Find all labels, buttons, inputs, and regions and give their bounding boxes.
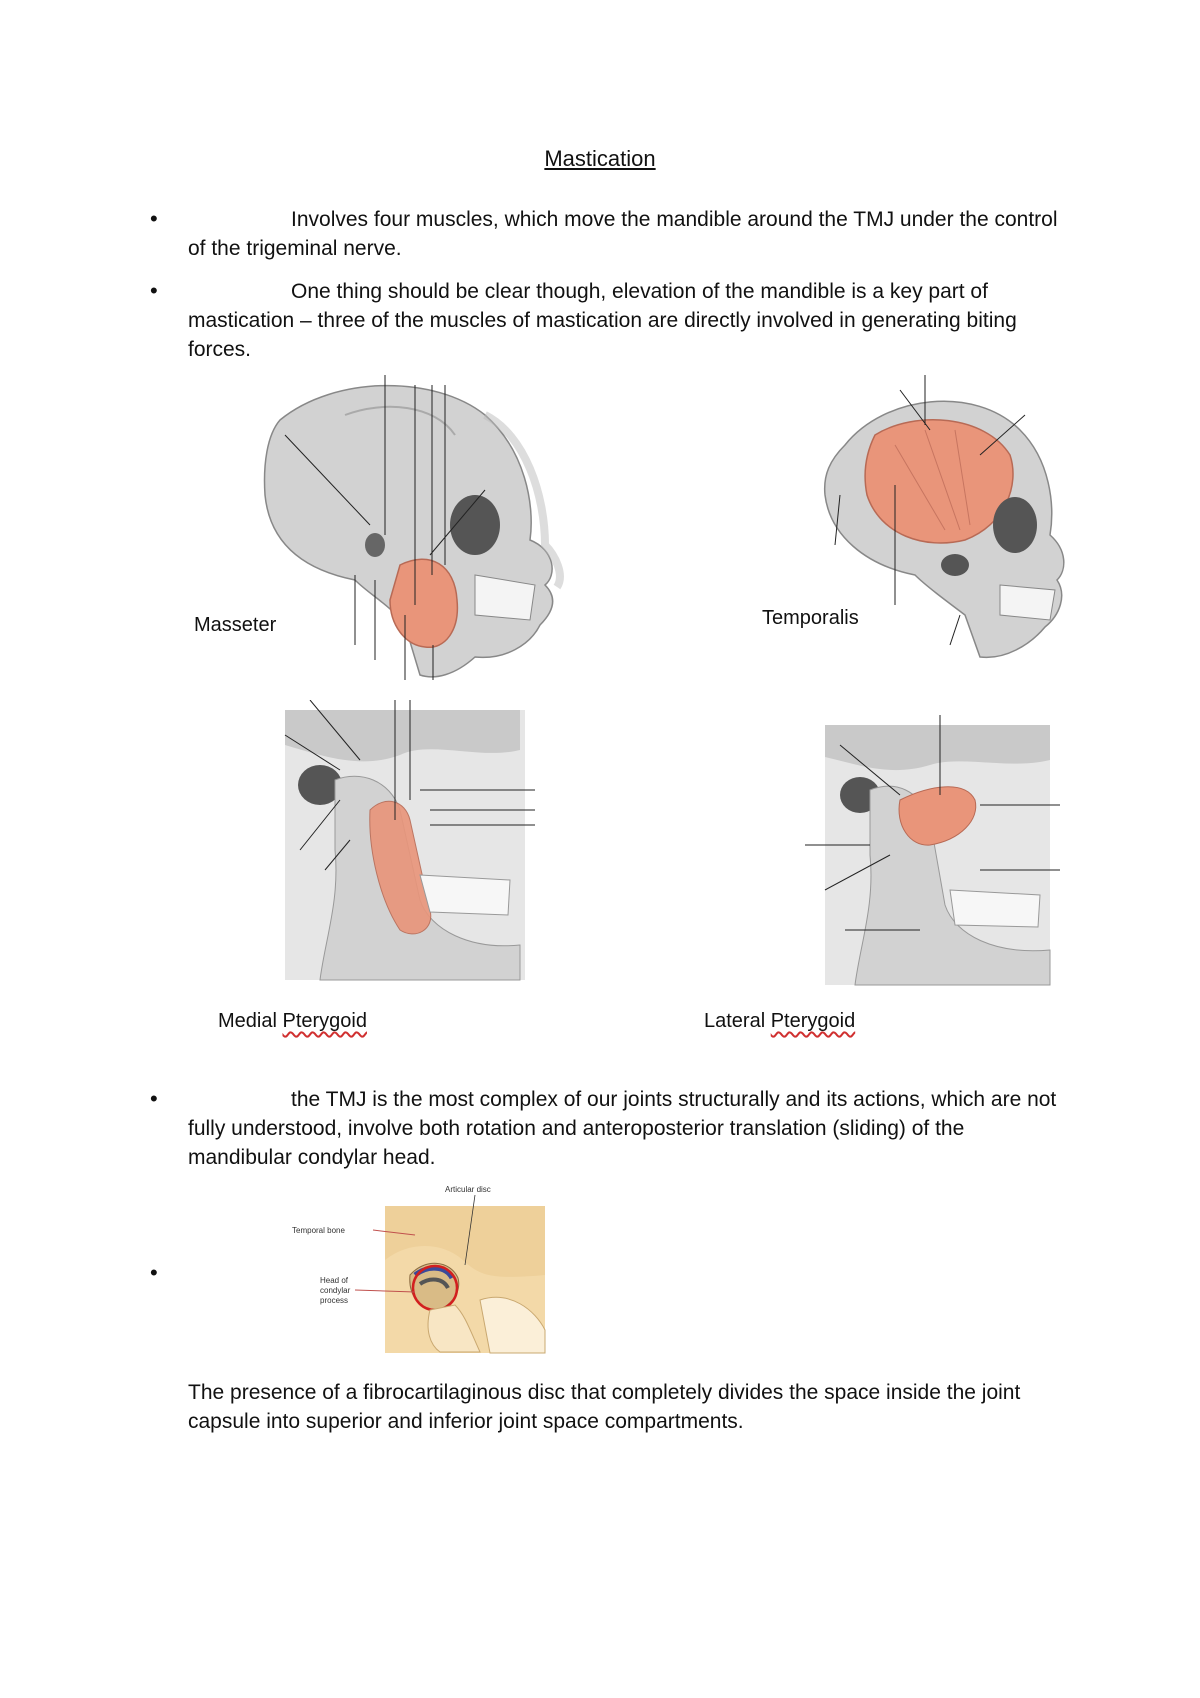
tmj-diagram (280, 1180, 550, 1355)
lateral-caption-word1: Lateral (704, 1010, 771, 1032)
paragraph-3-text: the TMJ is the most complex of our joints structurally and its actions, which are not fully understood, involve both rotation and anteroposterior translation (sliding) of the mandibular condylar head. (188, 1088, 1057, 1169)
paragraph-2 (188, 277, 1068, 364)
paragraph-1 (188, 205, 1068, 263)
lateral-pterygoid-illustration (800, 715, 1070, 990)
medial-pterygoid-caption (218, 1010, 367, 1033)
temporalis-illustration (805, 375, 1070, 675)
tmj-label-head-1: Head of (320, 1276, 349, 1285)
bullet-marker: • (150, 206, 158, 231)
masseter-illustration (185, 375, 565, 685)
paragraph-final: The presence of a fibrocartilaginous disc that completely divides the space inside the joint capsule into superior and inferior joint space compartments. (188, 1381, 1021, 1433)
paragraph-3 (188, 1085, 1068, 1172)
paragraph-1-text: Involves four muscles, which move the mandible around the TMJ under the control of the trigeminal nerve. (188, 208, 1058, 260)
tmj-label-head-3: process (320, 1296, 349, 1305)
page-title: Mastication (544, 146, 656, 171)
paragraph-2-text: One thing should be clear though, elevation of the mandible is a key part of mastication – three of the muscles of mastication are directly involved in generating biting forces. (188, 280, 1017, 361)
bullet-marker: • (150, 1086, 158, 1111)
masseter-caption: Masseter (194, 614, 277, 636)
bullet-marker: • (150, 278, 158, 303)
temporalis-caption: Temporalis (762, 607, 859, 629)
tmj-label-temporal-bone: Temporal bone (292, 1226, 345, 1235)
tmj-label-articular-disc: Articular disc (445, 1185, 491, 1194)
tmj-label-head-2: condylar (320, 1286, 351, 1295)
bullet-marker: • (150, 1260, 158, 1285)
medial-pterygoid-illustration (280, 700, 550, 985)
medial-caption-word2: Pterygoid (282, 1010, 367, 1032)
lateral-pterygoid-caption (704, 1010, 855, 1033)
medial-caption-word1: Medial (218, 1010, 283, 1032)
lateral-caption-word2: Pterygoid (770, 1010, 856, 1032)
